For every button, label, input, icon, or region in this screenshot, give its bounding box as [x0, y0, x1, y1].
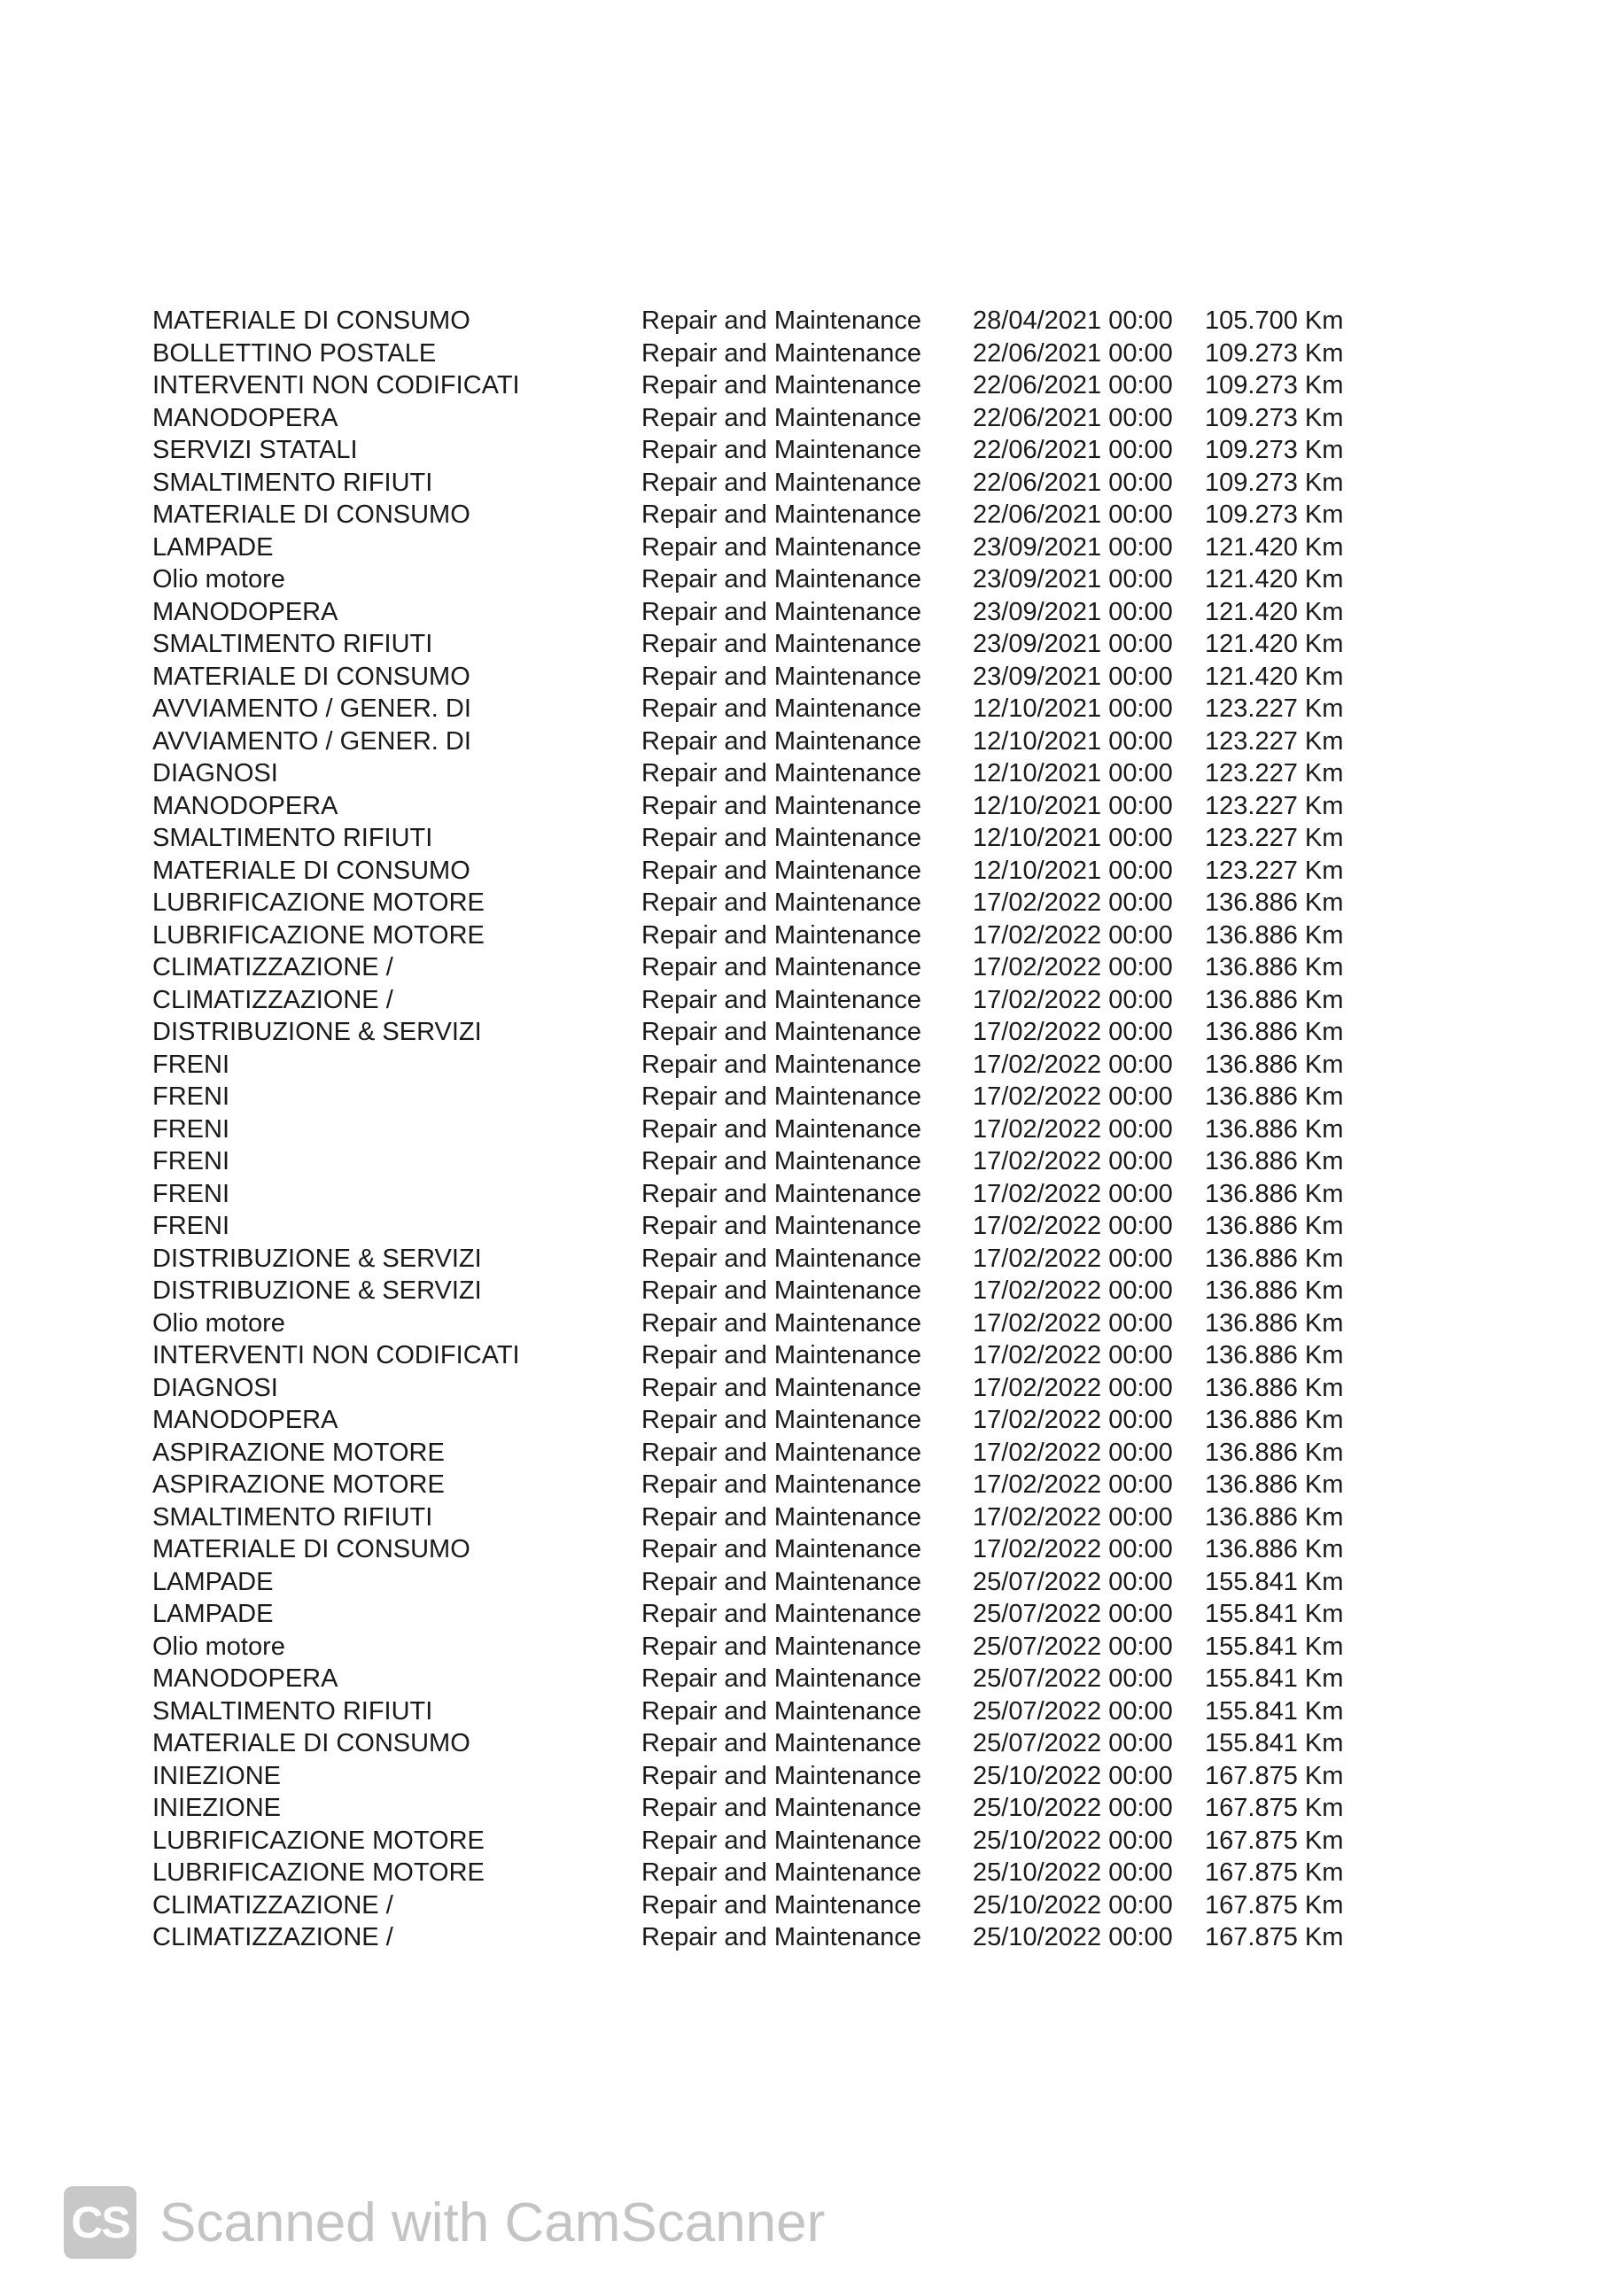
cell-category: Repair and Maintenance	[641, 856, 921, 885]
cell-item: SMALTIMENTO RIFIUTI	[152, 468, 433, 497]
cell-date: 17/02/2022 00:00	[973, 1276, 1173, 1305]
cell-category: Repair and Maintenance	[641, 1535, 921, 1563]
cell-item: CLIMATIZZAZIONE /	[152, 985, 393, 1014]
cell-category: Repair and Maintenance	[641, 1276, 921, 1305]
cell-item: CLIMATIZZAZIONE /	[152, 953, 393, 981]
cell-category: Repair and Maintenance	[641, 759, 921, 787]
cell-category: Repair and Maintenance	[641, 597, 921, 626]
cell-odometer: 105.700 Km	[1205, 306, 1344, 335]
cell-odometer: 136.886 Km	[1205, 1406, 1344, 1434]
cell-category: Repair and Maintenance	[641, 1212, 921, 1240]
cell-item: MANODOPERA	[152, 791, 338, 820]
cell-date: 17/02/2022 00:00	[973, 888, 1173, 917]
cell-item: AVVIAMENTO / GENER. DI	[152, 726, 471, 756]
cell-odometer: 167.875 Km	[1205, 1923, 1344, 1951]
cell-category: Repair and Maintenance	[641, 1373, 921, 1402]
cell-odometer: 167.875 Km	[1205, 1826, 1344, 1855]
cell-item: LUBRIFICAZIONE MOTORE	[152, 920, 485, 950]
cell-item: INIEZIONE	[152, 1761, 282, 1790]
cell-odometer: 136.886 Km	[1205, 1470, 1344, 1499]
record-row	[152, 531, 1393, 564]
cell-category: Repair and Maintenance	[641, 726, 921, 756]
cell-item: CLIMATIZZAZIONE /	[152, 1923, 393, 1951]
cell-item: LAMPADE	[152, 532, 274, 562]
cell-item: LUBRIFICAZIONE MOTORE	[152, 1858, 485, 1887]
cell-date: 23/09/2021 00:00	[973, 565, 1173, 593]
record-row	[152, 757, 1393, 790]
cell-category: Repair and Maintenance	[641, 953, 921, 981]
cell-item: MANODOPERA	[152, 1664, 338, 1693]
record-row	[152, 1243, 1393, 1276]
record-row	[152, 1598, 1393, 1631]
cell-item: DISTRIBUZIONE & SERVIZI	[152, 1276, 482, 1305]
cell-date: 25/07/2022 00:00	[973, 1632, 1173, 1661]
cell-category: Repair and Maintenance	[641, 1341, 921, 1369]
cell-odometer: 136.886 Km	[1205, 1276, 1344, 1305]
cell-category: Repair and Maintenance	[641, 1664, 921, 1693]
cell-date: 25/10/2022 00:00	[973, 1794, 1173, 1822]
record-row	[152, 725, 1393, 758]
record-row	[152, 305, 1393, 337]
cell-odometer: 123.227 Km	[1205, 694, 1344, 723]
cell-odometer: 121.420 Km	[1205, 662, 1344, 691]
record-row	[152, 1404, 1393, 1437]
cell-category: Repair and Maintenance	[641, 1890, 921, 1920]
cell-item: MATERIALE DI CONSUMO	[152, 500, 470, 529]
cell-category: Repair and Maintenance	[641, 1632, 921, 1661]
record-row	[152, 1081, 1393, 1113]
cell-date: 12/10/2021 00:00	[973, 759, 1173, 787]
record-row	[152, 1857, 1393, 1889]
cell-date: 17/02/2022 00:00	[973, 953, 1173, 981]
cell-category: Repair and Maintenance	[641, 630, 921, 658]
record-row	[152, 1921, 1393, 1954]
cell-item: INTERVENTI NON CODIFICATI	[152, 1341, 520, 1369]
cell-odometer: 136.886 Km	[1205, 953, 1344, 981]
cell-item: DIAGNOSI	[152, 759, 278, 787]
cell-date: 17/02/2022 00:00	[973, 1212, 1173, 1240]
cell-date: 22/06/2021 00:00	[973, 436, 1173, 464]
cell-date: 17/02/2022 00:00	[973, 1179, 1173, 1208]
record-row	[152, 1792, 1393, 1825]
cell-date: 22/06/2021 00:00	[973, 468, 1173, 497]
cell-date: 25/10/2022 00:00	[973, 1826, 1173, 1855]
cell-category: Repair and Maintenance	[641, 1018, 921, 1046]
cell-item: FRENI	[152, 1082, 229, 1111]
cell-category: Repair and Maintenance	[641, 1406, 921, 1434]
cell-category: Repair and Maintenance	[641, 985, 921, 1014]
cell-date: 17/02/2022 00:00	[973, 1406, 1173, 1434]
cell-item: MANODOPERA	[152, 597, 338, 626]
record-row	[152, 1825, 1393, 1858]
record-row	[152, 1307, 1393, 1340]
cell-odometer: 155.841 Km	[1205, 1664, 1344, 1693]
cell-item: AVVIAMENTO / GENER. DI	[152, 694, 471, 723]
cell-odometer: 121.420 Km	[1205, 565, 1344, 593]
record-row	[152, 790, 1393, 823]
cell-category: Repair and Maintenance	[641, 1308, 921, 1338]
cell-odometer: 136.886 Km	[1205, 985, 1344, 1014]
cell-category: Repair and Maintenance	[641, 920, 921, 950]
cell-category: Repair and Maintenance	[641, 532, 921, 562]
cell-category: Repair and Maintenance	[641, 1826, 921, 1855]
cell-date: 17/02/2022 00:00	[973, 1114, 1173, 1144]
cell-odometer: 109.273 Km	[1205, 371, 1344, 399]
cell-date: 23/09/2021 00:00	[973, 630, 1173, 658]
record-row	[152, 887, 1393, 919]
cell-item: LUBRIFICAZIONE MOTORE	[152, 888, 485, 917]
cell-category: Repair and Maintenance	[641, 306, 921, 335]
cell-item: INTERVENTI NON CODIFICATI	[152, 371, 520, 399]
cell-item: INIEZIONE	[152, 1794, 282, 1822]
record-row	[152, 337, 1393, 370]
record-row	[152, 919, 1393, 952]
cell-odometer: 109.273 Km	[1205, 500, 1344, 529]
cell-date: 12/10/2021 00:00	[973, 791, 1173, 820]
cell-date: 28/04/2021 00:00	[973, 306, 1173, 335]
cell-date: 22/06/2021 00:00	[973, 403, 1173, 432]
cell-category: Repair and Maintenance	[641, 1600, 921, 1628]
cell-item: SMALTIMENTO RIFIUTI	[152, 1696, 433, 1726]
record-row	[152, 1695, 1393, 1728]
cell-date: 25/10/2022 00:00	[973, 1761, 1173, 1790]
record-row	[152, 822, 1393, 855]
cell-category: Repair and Maintenance	[641, 565, 921, 593]
cell-date: 23/09/2021 00:00	[973, 532, 1173, 562]
camscanner-watermark	[64, 2183, 825, 2262]
cell-category: Repair and Maintenance	[641, 1567, 921, 1596]
record-row	[152, 1663, 1393, 1695]
record-row	[152, 563, 1393, 596]
cell-date: 23/09/2021 00:00	[973, 662, 1173, 691]
cell-item: MANODOPERA	[152, 403, 338, 432]
cell-odometer: 167.875 Km	[1205, 1761, 1344, 1790]
camscanner-logo-icon: CS	[64, 2186, 136, 2259]
watermark-text: Scanned with CamScanner	[159, 2191, 826, 2253]
cell-date: 22/06/2021 00:00	[973, 371, 1173, 399]
cell-odometer: 136.886 Km	[1205, 1212, 1344, 1240]
record-row	[152, 1275, 1393, 1307]
record-row	[152, 1501, 1393, 1534]
cell-category: Repair and Maintenance	[641, 791, 921, 820]
cell-category: Repair and Maintenance	[641, 1470, 921, 1499]
cell-odometer: 136.886 Km	[1205, 1308, 1344, 1338]
record-row	[152, 467, 1393, 500]
cell-date: 25/10/2022 00:00	[973, 1923, 1173, 1951]
cell-odometer: 121.420 Km	[1205, 597, 1344, 626]
record-row	[152, 1889, 1393, 1922]
cell-date: 17/02/2022 00:00	[973, 1050, 1173, 1079]
cell-category: Repair and Maintenance	[641, 1761, 921, 1790]
record-row	[152, 1760, 1393, 1793]
record-row	[152, 1533, 1393, 1566]
cell-item: LAMPADE	[152, 1600, 274, 1628]
cell-category: Repair and Maintenance	[641, 436, 921, 464]
cell-date: 17/02/2022 00:00	[973, 1470, 1173, 1499]
cell-odometer: 123.227 Km	[1205, 726, 1344, 756]
cell-item: Olio motore	[152, 1632, 285, 1661]
cell-date: 17/02/2022 00:00	[973, 1373, 1173, 1402]
record-row	[152, 855, 1393, 888]
cell-date: 17/02/2022 00:00	[973, 1341, 1173, 1369]
cell-category: Repair and Maintenance	[641, 1082, 921, 1111]
cell-category: Repair and Maintenance	[641, 1147, 921, 1175]
record-row	[152, 402, 1393, 435]
cell-odometer: 136.886 Km	[1205, 1438, 1344, 1467]
record-row	[152, 984, 1393, 1017]
cell-item: FRENI	[152, 1212, 229, 1240]
cell-category: Repair and Maintenance	[641, 1179, 921, 1208]
cell-date: 17/02/2022 00:00	[973, 1147, 1173, 1175]
cell-item: DISTRIBUZIONE & SERVIZI	[152, 1018, 482, 1046]
cell-item: MATERIALE DI CONSUMO	[152, 662, 470, 691]
cell-odometer: 123.227 Km	[1205, 791, 1344, 820]
cell-odometer: 136.886 Km	[1205, 1179, 1344, 1208]
record-row	[152, 1372, 1393, 1405]
cell-odometer: 155.841 Km	[1205, 1567, 1344, 1596]
record-row	[152, 1016, 1393, 1049]
cell-item: Olio motore	[152, 565, 285, 593]
cell-odometer: 136.886 Km	[1205, 1502, 1344, 1532]
cell-odometer: 136.886 Km	[1205, 1373, 1344, 1402]
cell-category: Repair and Maintenance	[641, 468, 921, 497]
cell-item: ASPIRAZIONE MOTORE	[152, 1470, 445, 1499]
cell-category: Repair and Maintenance	[641, 371, 921, 399]
cell-odometer: 136.886 Km	[1205, 1082, 1344, 1111]
cell-date: 22/06/2021 00:00	[973, 500, 1173, 529]
cell-date: 17/02/2022 00:00	[973, 985, 1173, 1014]
record-row	[152, 1210, 1393, 1243]
cell-category: Repair and Maintenance	[641, 888, 921, 917]
cell-category: Repair and Maintenance	[641, 1502, 921, 1532]
record-row	[152, 1339, 1393, 1372]
cell-odometer: 155.841 Km	[1205, 1600, 1344, 1628]
cell-item: MATERIALE DI CONSUMO	[152, 856, 470, 885]
cell-item: LAMPADE	[152, 1567, 274, 1596]
record-row	[152, 1113, 1393, 1146]
record-row	[152, 369, 1393, 402]
cell-category: Repair and Maintenance	[641, 662, 921, 691]
cell-date: 17/02/2022 00:00	[973, 1438, 1173, 1467]
cell-item: SMALTIMENTO RIFIUTI	[152, 1502, 433, 1532]
cell-date: 25/07/2022 00:00	[973, 1600, 1173, 1628]
cell-category: Repair and Maintenance	[641, 1923, 921, 1951]
cell-date: 25/07/2022 00:00	[973, 1729, 1173, 1757]
cell-item: ASPIRAZIONE MOTORE	[152, 1438, 445, 1467]
record-row	[152, 1178, 1393, 1211]
cell-item: BOLLETTINO POSTALE	[152, 338, 437, 368]
cell-odometer: 123.227 Km	[1205, 824, 1344, 852]
cell-odometer: 136.886 Km	[1205, 888, 1344, 917]
cell-category: Repair and Maintenance	[641, 403, 921, 432]
cell-date: 12/10/2021 00:00	[973, 694, 1173, 723]
record-row	[152, 1631, 1393, 1664]
record-row	[152, 951, 1393, 984]
cell-odometer: 136.886 Km	[1205, 1018, 1344, 1046]
cell-item: DISTRIBUZIONE & SERVIZI	[152, 1244, 482, 1273]
cell-odometer: 109.273 Km	[1205, 403, 1344, 432]
maintenance-records-list	[152, 305, 1393, 1954]
cell-odometer: 136.886 Km	[1205, 1114, 1344, 1144]
cell-category: Repair and Maintenance	[641, 694, 921, 723]
record-row	[152, 499, 1393, 531]
cell-odometer: 167.875 Km	[1205, 1890, 1344, 1920]
cell-date: 25/10/2022 00:00	[973, 1858, 1173, 1887]
cell-item: MATERIALE DI CONSUMO	[152, 1535, 470, 1563]
cell-date: 25/07/2022 00:00	[973, 1664, 1173, 1693]
cell-odometer: 167.875 Km	[1205, 1794, 1344, 1822]
cell-date: 25/07/2022 00:00	[973, 1567, 1173, 1596]
cell-date: 17/02/2022 00:00	[973, 1082, 1173, 1111]
cell-date: 17/02/2022 00:00	[973, 1535, 1173, 1563]
cell-odometer: 155.841 Km	[1205, 1696, 1344, 1726]
cell-date: 12/10/2021 00:00	[973, 856, 1173, 885]
cell-date: 22/06/2021 00:00	[973, 338, 1173, 368]
cell-odometer: 136.886 Km	[1205, 920, 1344, 950]
cell-item: FRENI	[152, 1114, 229, 1144]
cell-odometer: 123.227 Km	[1205, 856, 1344, 885]
cell-odometer: 136.886 Km	[1205, 1244, 1344, 1273]
cell-odometer: 109.273 Km	[1205, 468, 1344, 497]
cell-odometer: 121.420 Km	[1205, 630, 1344, 658]
cell-category: Repair and Maintenance	[641, 824, 921, 852]
record-row	[152, 1049, 1393, 1082]
cell-odometer: 136.886 Km	[1205, 1147, 1344, 1175]
cell-item: SMALTIMENTO RIFIUTI	[152, 824, 433, 852]
cell-odometer: 136.886 Km	[1205, 1535, 1344, 1563]
cell-category: Repair and Maintenance	[641, 1729, 921, 1757]
cell-date: 17/02/2022 00:00	[973, 1018, 1173, 1046]
cell-item: CLIMATIZZAZIONE /	[152, 1890, 393, 1920]
cell-date: 25/10/2022 00:00	[973, 1890, 1173, 1920]
cell-item: FRENI	[152, 1179, 229, 1208]
cell-category: Repair and Maintenance	[641, 500, 921, 529]
cell-item: FRENI	[152, 1050, 229, 1079]
cell-odometer: 121.420 Km	[1205, 532, 1344, 562]
cell-odometer: 123.227 Km	[1205, 759, 1344, 787]
cell-category: Repair and Maintenance	[641, 1696, 921, 1726]
cell-item: LUBRIFICAZIONE MOTORE	[152, 1826, 485, 1855]
cell-date: 25/07/2022 00:00	[973, 1696, 1173, 1726]
cell-date: 12/10/2021 00:00	[973, 824, 1173, 852]
cell-odometer: 167.875 Km	[1205, 1858, 1344, 1887]
cell-item: FRENI	[152, 1147, 229, 1175]
cell-date: 17/02/2022 00:00	[973, 1308, 1173, 1338]
record-row	[152, 1566, 1393, 1599]
cell-date: 17/02/2022 00:00	[973, 1244, 1173, 1273]
cell-odometer: 155.841 Km	[1205, 1729, 1344, 1757]
record-row	[152, 1437, 1393, 1470]
cell-date: 17/02/2022 00:00	[973, 1502, 1173, 1532]
cell-item: Olio motore	[152, 1308, 285, 1338]
record-row	[152, 1469, 1393, 1501]
record-row	[152, 434, 1393, 467]
record-row	[152, 596, 1393, 629]
record-row	[152, 1145, 1393, 1178]
cell-odometer: 136.886 Km	[1205, 1341, 1344, 1369]
cell-category: Repair and Maintenance	[641, 1858, 921, 1887]
cell-date: 12/10/2021 00:00	[973, 726, 1173, 756]
cell-date: 17/02/2022 00:00	[973, 920, 1173, 950]
cell-category: Repair and Maintenance	[641, 1244, 921, 1273]
cell-item: MATERIALE DI CONSUMO	[152, 306, 470, 335]
cell-item: SMALTIMENTO RIFIUTI	[152, 630, 433, 658]
record-row	[152, 1727, 1393, 1760]
cell-category: Repair and Maintenance	[641, 1794, 921, 1822]
cell-category: Repair and Maintenance	[641, 1114, 921, 1144]
cell-odometer: 155.841 Km	[1205, 1632, 1344, 1661]
cell-category: Repair and Maintenance	[641, 338, 921, 368]
cell-item: MATERIALE DI CONSUMO	[152, 1729, 470, 1757]
record-row	[152, 693, 1393, 725]
record-row	[152, 628, 1393, 661]
cell-date: 23/09/2021 00:00	[973, 597, 1173, 626]
cell-item: MANODOPERA	[152, 1406, 338, 1434]
record-row	[152, 661, 1393, 694]
cell-category: Repair and Maintenance	[641, 1438, 921, 1467]
cell-odometer: 136.886 Km	[1205, 1050, 1344, 1079]
cell-odometer: 109.273 Km	[1205, 436, 1344, 464]
cell-item: SERVIZI STATALI	[152, 436, 358, 464]
cell-item: DIAGNOSI	[152, 1373, 278, 1402]
cell-category: Repair and Maintenance	[641, 1050, 921, 1079]
cell-odometer: 109.273 Km	[1205, 338, 1344, 368]
